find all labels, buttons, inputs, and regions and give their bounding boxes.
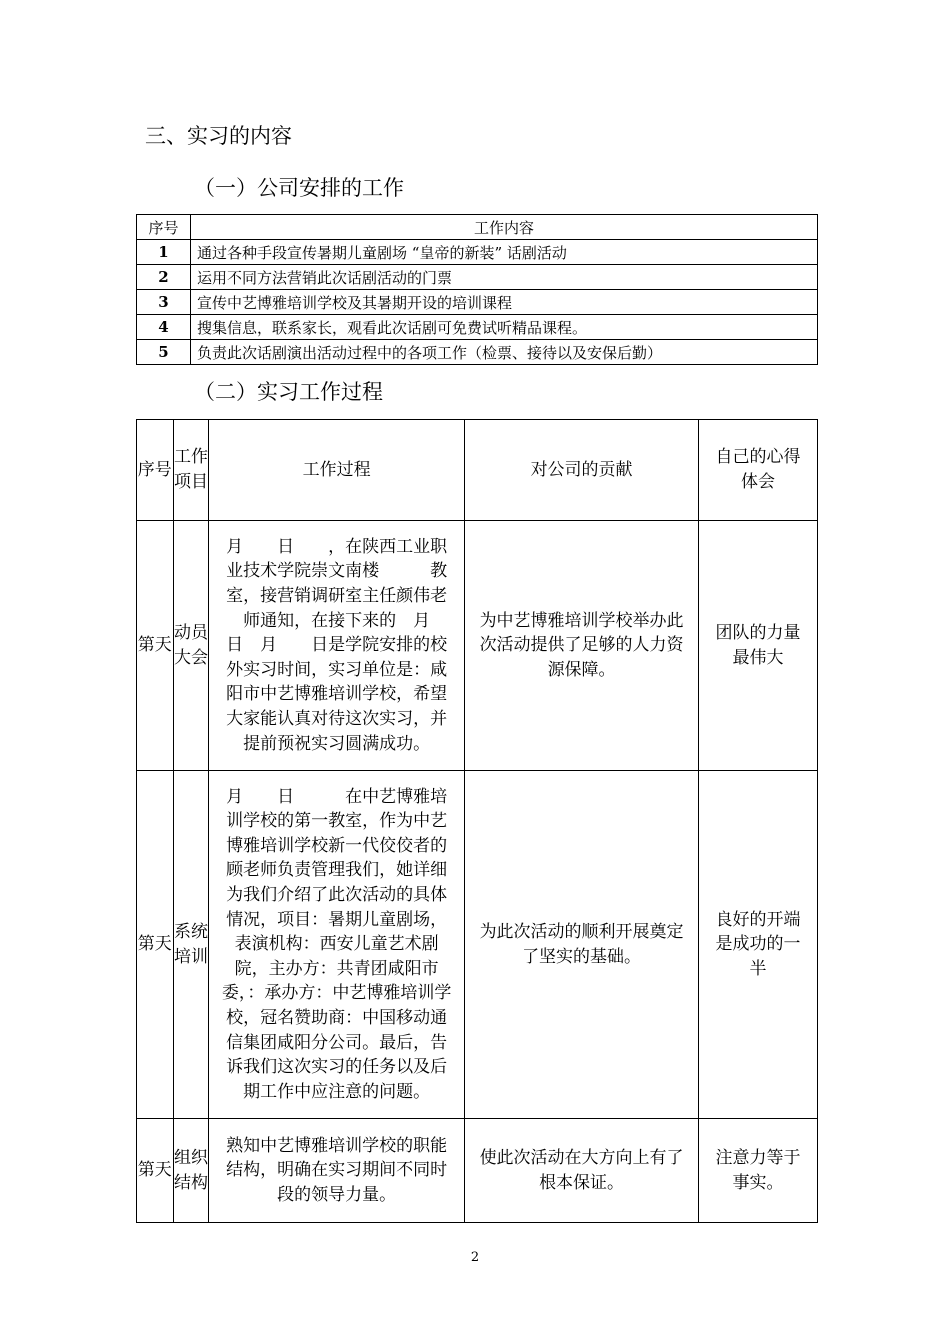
row-experience: 注意力等于事实。 <box>699 1119 818 1223</box>
row-content: 负责此次话剧演出活动过程中的各项工作（检票、接待以及安保后勤） <box>191 340 818 365</box>
row-number: 3 <box>137 290 191 315</box>
row-seq: 第天 <box>137 771 174 1119</box>
header-item: 工作项目 <box>173 420 209 521</box>
row-experience: 良好的开端是成功的一半 <box>699 771 818 1119</box>
row-content: 宣传中艺博雅培训学校及其暑期开设的培训课程 <box>191 290 818 315</box>
internship-process-table <box>136 419 818 1223</box>
header-seq: 序号 <box>137 215 191 240</box>
subsection-heading-2: （二）实习工作过程 <box>194 380 383 404</box>
row-contribution: 为此次活动的顺利开展奠定了坚实的基础。 <box>465 771 699 1119</box>
header-content: 工作内容 <box>191 215 818 240</box>
table-header-row <box>137 215 818 240</box>
row-process: 月 日 在中艺博雅培训学校的第一教室，作为中艺博雅培训学校新一代佼佼者的顾老师负责管理我们，她详细为我们介绍了此次活动的具体情况，项目：暑期儿童剧场，表演机构：西安儿童艺术剧院，主办方：共青团咸阳市委，：承办方：中艺博雅培训学校，冠名赞助商：中国移动通信集团咸阳分公司。最后，告诉我们这次实习的任务以及后期工作中应注意的问题。 <box>209 771 465 1119</box>
row-number: 5 <box>137 340 191 365</box>
row-contribution: 为中艺博雅培训学校举办此次活动提供了足够的人力资源保障。 <box>465 521 699 771</box>
header-experience: 自己的心得体会 <box>699 420 818 521</box>
row-process: 熟知中艺博雅培训学校的职能结构，明确在实习期间不同时段的领导力量。 <box>209 1119 465 1223</box>
row-seq: 第天 <box>137 521 174 771</box>
row-item: 组织结构 <box>173 1119 209 1223</box>
row-experience: 团队的力量最伟大 <box>699 521 818 771</box>
row-item: 动员大会 <box>173 521 209 771</box>
table-row <box>137 290 818 315</box>
row-number: 4 <box>137 315 191 340</box>
header-contribution: 对公司的贡献 <box>465 420 699 521</box>
table-header-row <box>137 420 818 521</box>
table-row <box>137 1119 818 1223</box>
table-row <box>137 265 818 290</box>
subsection-heading-1: （一）公司安排的工作 <box>194 176 404 200</box>
table-row <box>137 315 818 340</box>
row-content: 搜集信息，联系家长，观看此次话剧可免费试听精品课程。 <box>191 315 818 340</box>
header-process: 工作过程 <box>209 420 465 521</box>
row-contribution: 使此次活动在大方向上有了根本保证。 <box>465 1119 699 1223</box>
row-number: 2 <box>137 265 191 290</box>
table-row <box>137 771 818 1119</box>
row-item: 系统培训 <box>173 771 209 1119</box>
row-process: 月 日 ，在陕西工业职业技术学院崇文南楼 教室，接营销调研室主任颜伟老师通知，在接下来的 月 日 月 日是学院安排的校外实习时间，实习单位是：咸阳市中艺博雅培训学校，希望大家能认真对待这次实习，并提前预祝实习圆满成功。 <box>209 521 465 771</box>
table-row <box>137 240 818 265</box>
table-row <box>137 521 818 771</box>
work-assignment-table <box>136 214 818 365</box>
table-row <box>137 340 818 365</box>
row-number: 1 <box>137 240 191 265</box>
page-number: 2 <box>470 1250 480 1265</box>
row-content: 通过各种手段宣传暑期儿童剧场 “皇帝的新装” 话剧活动 <box>191 240 818 265</box>
row-seq: 第天 <box>137 1119 174 1223</box>
header-seq: 序号 <box>137 420 174 521</box>
section-heading: 三、实习的内容 <box>145 124 292 148</box>
row-content: 运用不同方法营销此次话剧活动的门票 <box>191 265 818 290</box>
